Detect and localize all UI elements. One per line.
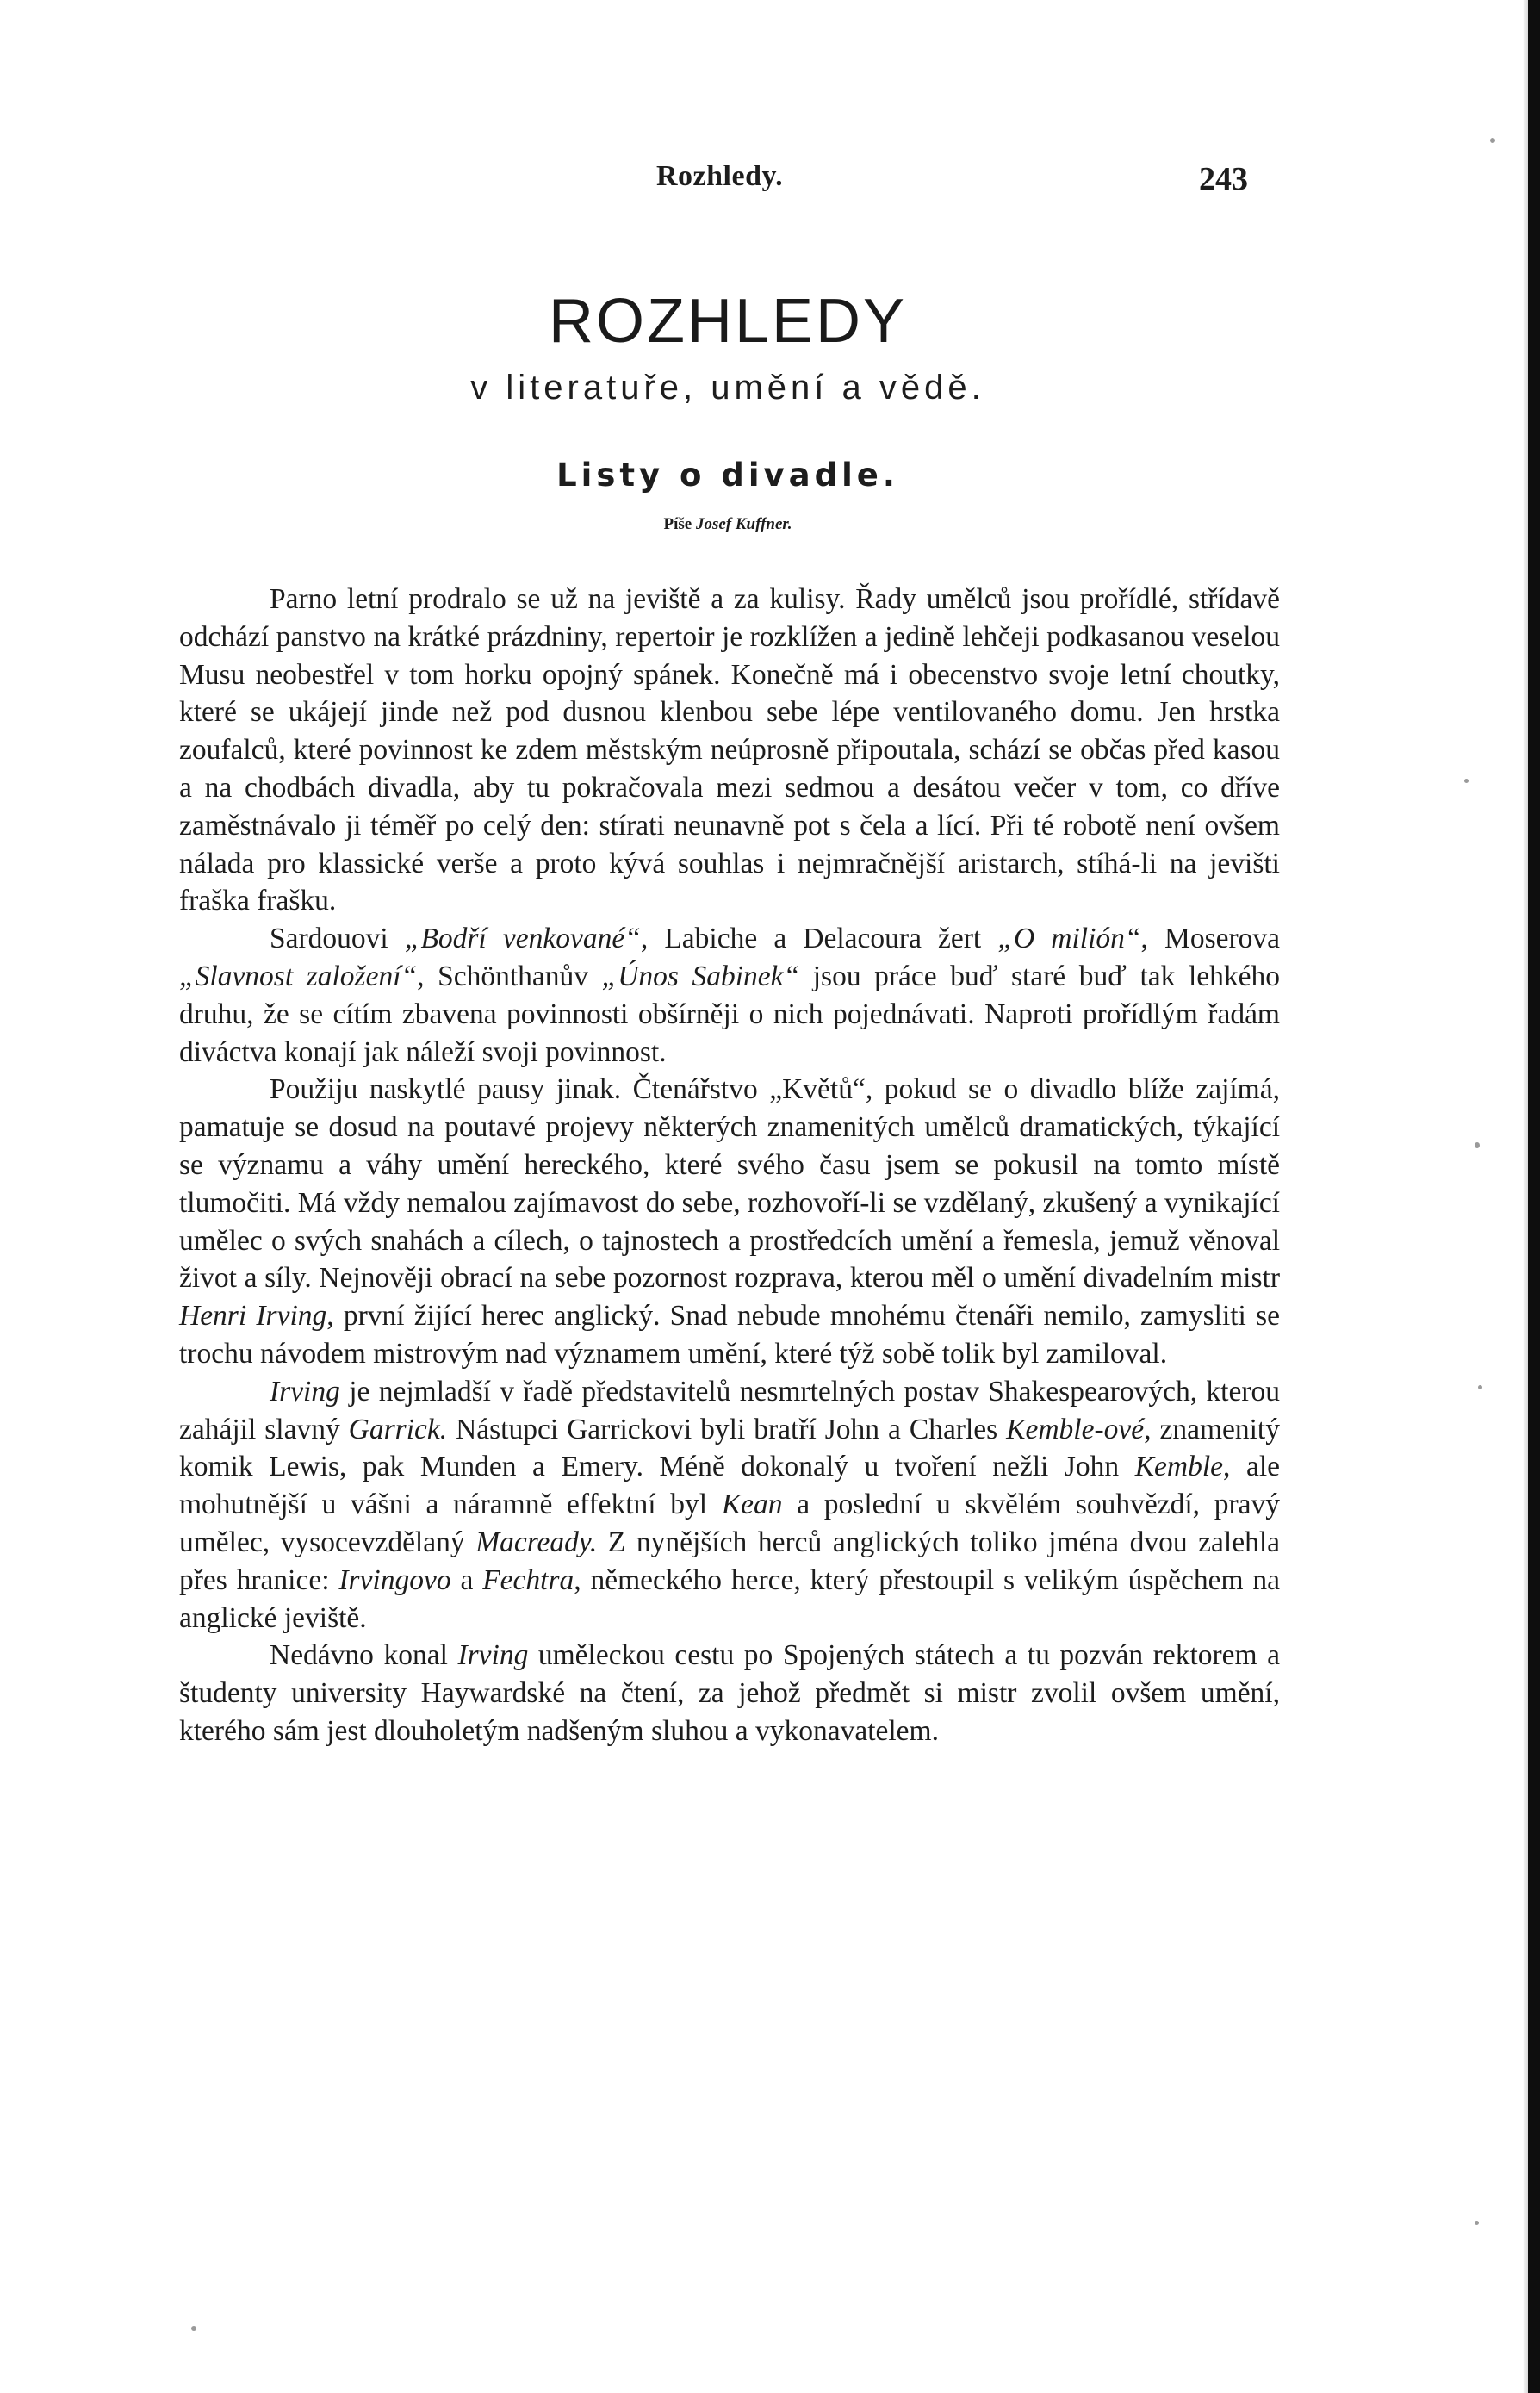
paragraph-1: Parno letní prodralo se už na jeviště a za kulisy. Řady umělců jsou prořídlé, střídavě odchází panstvo na krátké prázdniny, repertoir je rozklížen a jedině lehčeji podkasanou veselou Musu neobestřel v tom horku opojný spánek. Konečně má i obecenstvo svoje letní choutky, které se ukájejí jinde než pod dusnou klenbou sebe lépe ventilovaného domu. Jen hrstka zoufalců, které povinnost ke zdem městským neúprosně připoutala, schází se občas před kasou a na chodbách divadla, aby tu pokračovala mezi sedmou a desátou večer v tom, co dříve zaměstnávalo ji téměř po celý den: stírati neunavně pot s čela a lící. Při té robotě není ovšem nálada pro klassické verše a proto kývá souhlas i nejmračnější aristarch, stíhá-li na jevišti fraška frašku. (179, 583, 1280, 917)
person-name: Henri Irving (179, 1300, 327, 1333)
text-run: Nástupci Garrickovi byli bratří John a Charles (447, 1413, 1007, 1445)
person-name: Irving (457, 1639, 529, 1672)
person-name: Macready. (475, 1526, 598, 1558)
text-run: Použiju naskytlé pausy jinak. Čtenářstvo „Květů“, pokud se o divadlo blíže zajímá, pamatuje se dosud na poutavé projevy některých znamenitých umělců dramatických, týkající se významu a váhy umění hereckého, které svého času jsem se pokusil na tomto místě tlumočiti. Má vždy nemalou zajímavost do sebe, rozhovoří-li se vzdělaný, zkušený a vynikající umělec o svých snahách a cílech, o tajnostech a prostředcích umění a řemesla, jemuž věnoval život a síly. Nejnověji obrací na sebe pozornost rozprava, kterou měl o umění divadelním mistr (179, 1073, 1280, 1295)
byline-author: Josef Kuffner. (695, 515, 792, 533)
text-run: , Schönthanův (417, 960, 602, 992)
paragraph-5 (179, 1637, 1280, 1750)
scan-speck (1475, 2221, 1479, 2225)
text-run: , Moserova (1140, 923, 1280, 955)
play-title: „O milión“ (997, 923, 1141, 955)
scan-speck (1490, 138, 1495, 143)
text-run: jsou práce buď staré buď tak lehkého druhu, že se cítím zbavena povinnosti obšírněji o nich pojednávati. Naproti prořídlým řadám diváctva konají jak náleží svoji povinnost. (179, 960, 1280, 1068)
scan-speck (1464, 779, 1469, 783)
scan-border (1528, 0, 1540, 2393)
byline-prefix: Píše (663, 515, 692, 533)
person-name: Irvingovo (338, 1563, 451, 1596)
article-body (179, 581, 1280, 1750)
play-title: „Únos Sabinek“ (601, 960, 800, 992)
text-run: a poslední u skvělém souhvězdí, pravý umělec, vysocevzdělaný (179, 1489, 1280, 1558)
page-subtitle: v literatuře, umění a vědě. (470, 369, 985, 407)
page-title: ROZHLEDY (548, 287, 908, 356)
text-run: , Labiche a Delacoura žert (640, 923, 998, 955)
paragraph-2 (179, 920, 1280, 1071)
text-run: , znamenitý komik Lewis, pak Munden a Emery. Méně dokonalý u tvoření nežli John (179, 1413, 1280, 1483)
text-run: uměleckou cestu po Spojených státech a tu pozván rektorem a študenty university Haywardské na čtení, za jehož předmět si mistr zvolil ovšem umění, kterého sám jest dlouholetým nadšeným sluhou a vykonavatelem. (179, 1639, 1280, 1747)
person-name: Kean (721, 1489, 783, 1521)
text-run: , první žijící herec anglický. Snad nebude mnohému čtenáři nemilo, zamysliti se trochu návodem mistrovým nad významem umění, které týž sobě tolik byl zamiloval. (179, 1300, 1280, 1370)
text-run: je nejmladší v řadě představitelů nesmrtelných postav Shakespearových, kterou zahájil slavný (179, 1375, 1280, 1445)
text-run: Nedávno konal (270, 1639, 458, 1672)
paragraph-3 (179, 1071, 1280, 1372)
section-title: Listy o divadle. (556, 457, 899, 494)
person-name: Irving (270, 1375, 340, 1408)
person-name: Fechtra (482, 1563, 574, 1596)
scan-speck (191, 2326, 196, 2331)
page-number: 243 (1199, 161, 1248, 197)
text-run: Z nynějších herců anglických toliko jména dvou zalehla přes hranice: (179, 1526, 1280, 1596)
person-name: Kemble-ové (1006, 1413, 1145, 1445)
text-run: , německého herce, který přestoupil s velikým úspěchem na anglické jeviště. (179, 1563, 1280, 1634)
play-title: „Slavnost založení“ (179, 960, 418, 992)
running-head: Rozhledy. (656, 160, 784, 192)
text-run: a (450, 1563, 483, 1596)
paragraph-4 (179, 1373, 1280, 1638)
scan-speck (1478, 1385, 1482, 1389)
play-title: „Bodří venkované“ (404, 923, 641, 955)
person-name: Garrick. (348, 1413, 448, 1445)
byline (0, 515, 1456, 534)
scan-speck (1475, 1142, 1480, 1148)
person-name: Kemble (1134, 1451, 1224, 1483)
text-run: Sardouovi (270, 923, 405, 955)
text-run: , ale mohutnější u vášni a náramně effektní byl (179, 1451, 1281, 1521)
